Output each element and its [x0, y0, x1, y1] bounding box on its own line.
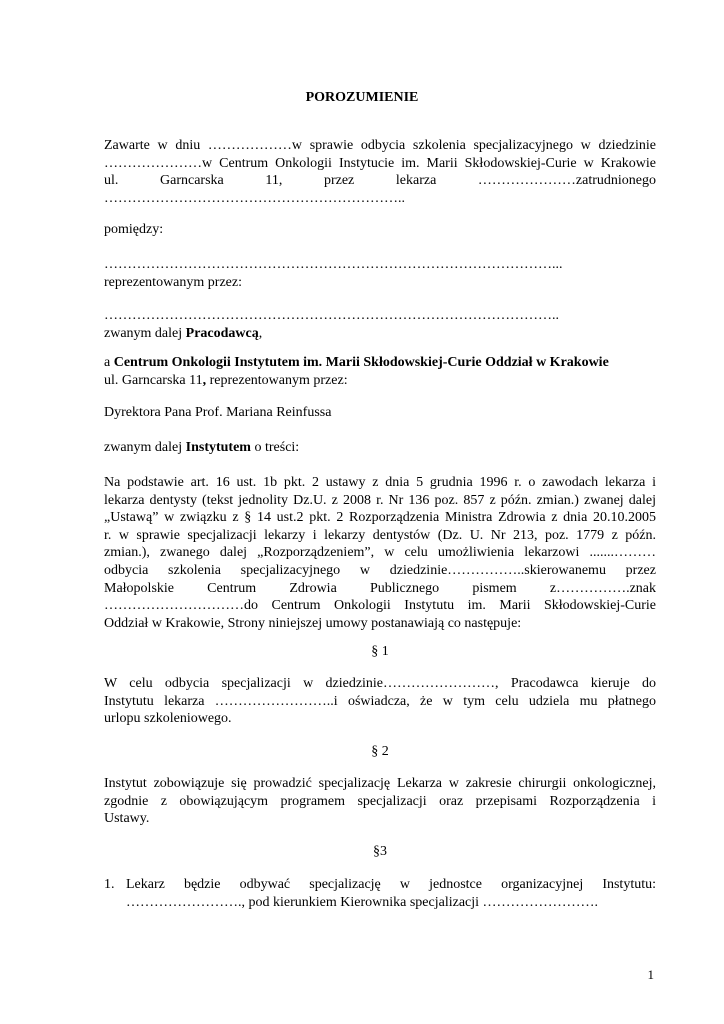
basis-line: Małopolskie Centrum Zdrowia Publicznego pismem z…………….znak — [104, 580, 656, 596]
institute-term-prefix: zwanym dalej — [104, 440, 186, 455]
employer-prefix: zwanym dalej — [104, 325, 186, 341]
document-title: POROZUMIENIE — [305, 90, 419, 105]
director-line: Dyrektora Pana Prof. Mariana Reinfussa — [104, 405, 332, 420]
section-3-heading: §3 — [373, 844, 387, 859]
section-1-heading: § 1 — [371, 644, 389, 659]
basis-line: r. w sprawie specjalizacji lekarzy i lekarzy dentystów (Dz. U. Nr 213, poz. 1779 z późn. — [104, 527, 656, 543]
list-item-text — [126, 876, 656, 911]
institute-address-comma: , — [202, 372, 207, 388]
list-item — [104, 876, 656, 911]
institute-name: Centrum Onkologii Instytutem im. Marii Skłodowskiej-Curie Oddział w Krakowie — [113, 355, 609, 370]
employer-suffix: , — [258, 325, 263, 341]
basis-line: …………………………do Centrum Onkologii Instytutu im. Marii Skłodowskiej-Curie — [104, 598, 656, 614]
section-1-paragraph — [104, 675, 656, 728]
intro-line: ul. Garncarska 11, przez lekarza …………………zatrudnionego — [104, 173, 656, 189]
blank-line: ……………………………………………………………………………………... — [104, 257, 563, 272]
represented-by-label: reprezentowanym przez: — [104, 274, 242, 290]
institute-prefix: a — [104, 355, 114, 370]
intro-line: …………………w Centrum Onkologii Instytucie im. Marii Skłodowskiej-Curie w Krakowie — [104, 155, 656, 171]
intro-line: Zawarte w dniu ………………w sprawie odbycia szkolenia specjalizacyjnego w dziedzinie — [104, 138, 656, 153]
employer-term-line — [104, 325, 656, 343]
list-item-line: ……………………., pod kierunkiem Kierownika specjalizacji ……………………. — [126, 894, 599, 910]
section-1-line: urlopu szkoleniowego. — [104, 711, 232, 727]
institute-address-suffix: reprezentowanym przez: — [206, 372, 348, 388]
basis-line: Na podstawie art. 16 ust. 1b pkt. 2 ustawy z dnia 5 grudnia 1996 r. o zawodach lekarza i — [104, 475, 656, 490]
party-one-block — [104, 256, 656, 291]
institute-term-suffix: o treści: — [250, 440, 300, 455]
section-1-line: Instytutu lekarza ……………………..i oświadcza, że w tym celu udziela mu płatnego — [104, 693, 656, 709]
institute-block — [104, 354, 656, 389]
list-item-line: Lekarz będzie odbywać specjalizację w jednostce organizacyjnej Instytutu: — [126, 877, 656, 892]
institute-term: Instytutem — [185, 440, 251, 455]
basis-line: lekarza dentysty (tekst jednolity Dz.U. z 2008 r. Nr 136 poz. 857 z późn. zmian.) zwanej dalej — [104, 492, 656, 508]
section-2-paragraph — [104, 775, 656, 828]
section-2-line: Ustawy. — [104, 811, 150, 827]
section-2-line: zgodnie z obowiązującym programem specjalizacji oraz przepisami Rozporządzenia i — [104, 793, 656, 809]
blank-line: …………………………………………………………………………………….. — [104, 308, 559, 323]
between-label: pomiędzy: — [104, 222, 164, 237]
basis-line: odbycia szkolenia specjalizacyjnego w dziedzinie……………..skierowanemu przez — [104, 562, 656, 578]
institute-name-line — [104, 354, 656, 372]
page-number: 1 — [647, 967, 654, 982]
institute-address-line — [104, 372, 656, 390]
intro-paragraph — [104, 137, 656, 207]
basis-line: zmian.), zwanego dalej „Rozporządzeniem”, w celu umożliwienia lekarzowi .......……… — [104, 545, 656, 561]
institute-term-line — [104, 439, 656, 457]
section-2-line: Instytut zobowiązuje się prowadzić specjalizację Lekarza w zakresie chirurgii onkologicznej, — [104, 776, 656, 791]
basis-paragraph — [104, 474, 656, 632]
party-one-representative — [104, 307, 656, 342]
list-item-number: 1. — [104, 877, 115, 892]
institute-address: ul. Garncarska 11 — [104, 372, 203, 388]
basis-line: „Ustawą” w związku z § 14 ust.2 pkt. 2 Rozporządzenia Ministra Zdrowia z dnia 20.10.2005 — [104, 510, 656, 526]
section-2-heading: § 2 — [371, 744, 389, 759]
basis-line: Oddział w Krakowie, Strony niniejszej umowy postanawiają co następuje: — [104, 615, 522, 631]
intro-line: ……………………………………………………….. — [104, 190, 405, 206]
employer-term: Pracodawcą — [185, 325, 259, 341]
section-1-line: W celu odbycia specjalizacji w dziedzinie……………………, Pracodawca kieruje do — [104, 676, 656, 691]
